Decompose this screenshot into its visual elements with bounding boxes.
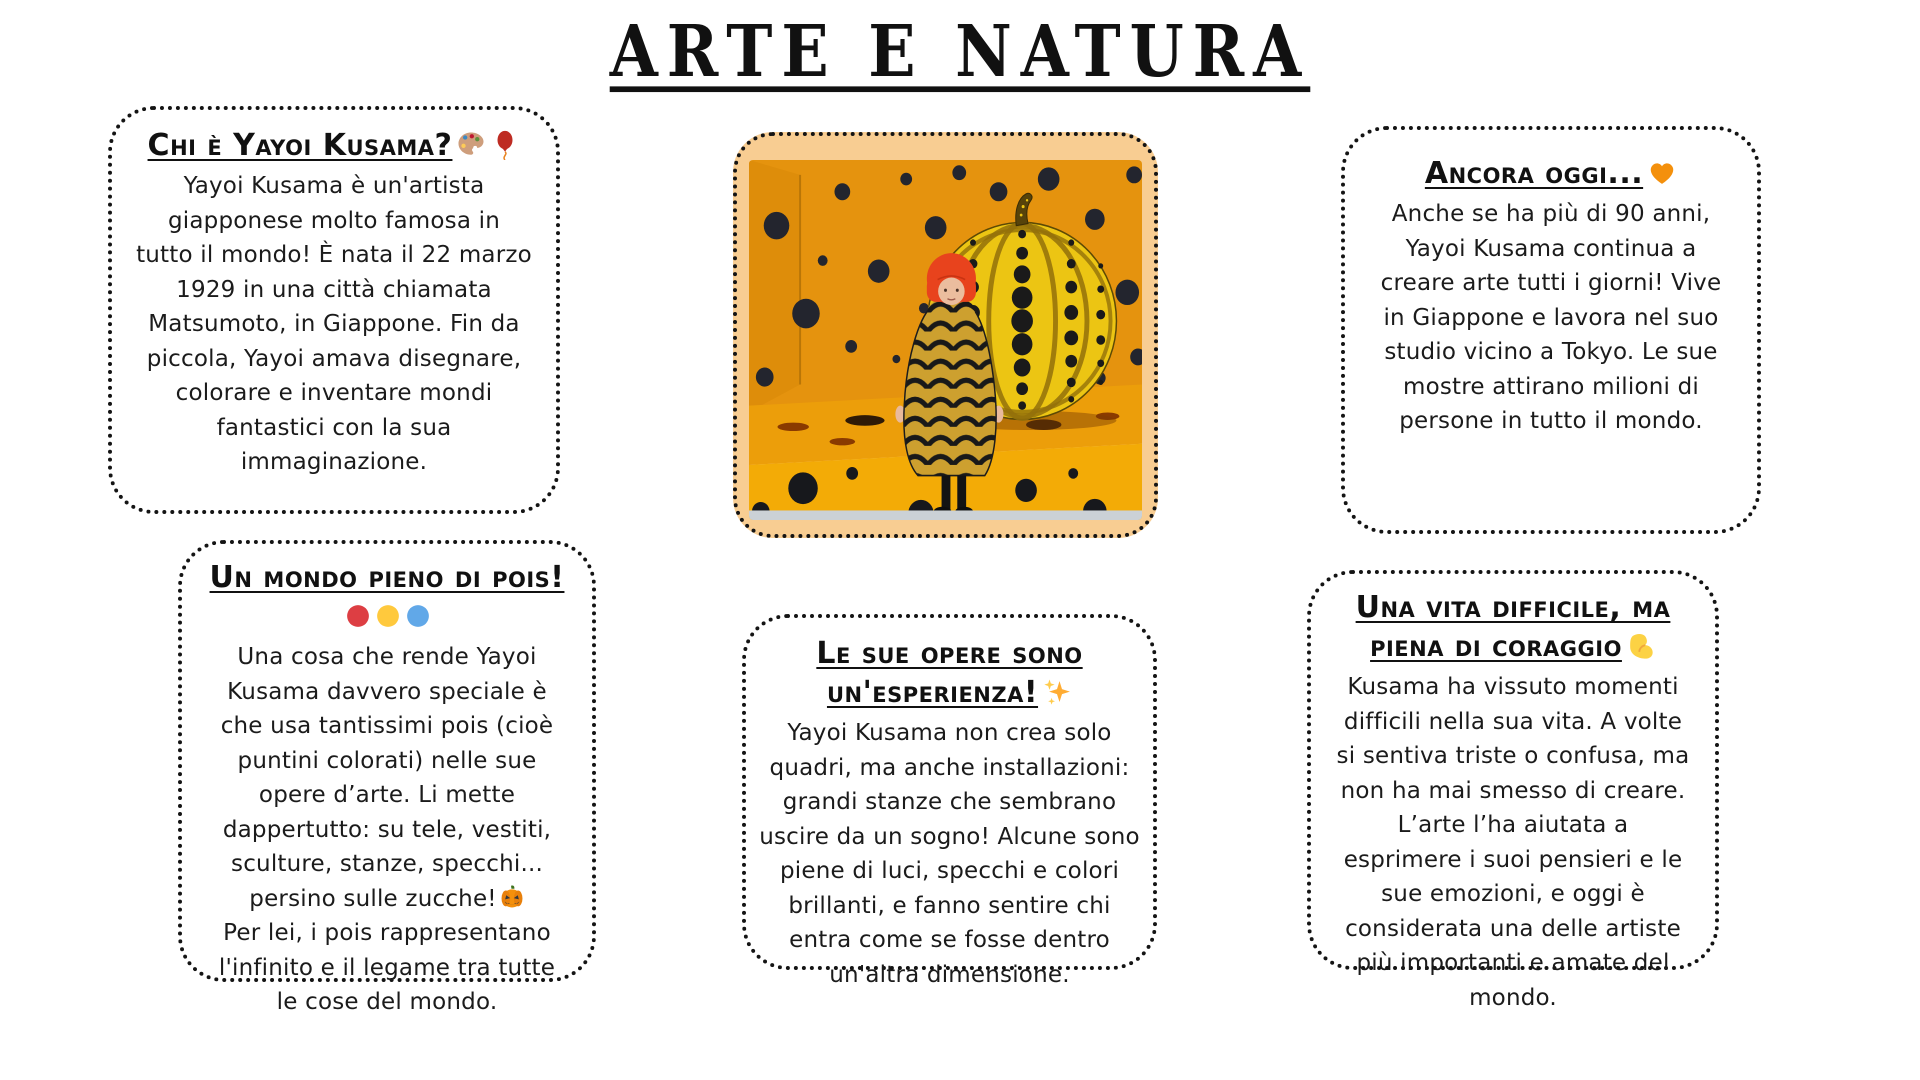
card-heading-text: Chi è Yayoi Kusama?	[147, 128, 453, 163]
sparkles-icon	[1042, 677, 1072, 707]
orange-heart-icon	[1647, 158, 1677, 188]
card-body-text	[206, 640, 568, 1020]
jack-o-lantern-icon	[499, 884, 525, 910]
card-mondo-pieno-di-pois	[178, 540, 596, 1015]
blue-circle-icon	[404, 602, 432, 630]
card-body-text: Yayoi Kusama è un'artista giapponese molto famosa in tutto il mondo! È nata il 22 marzo 1929 in una città chiamata Matsumoto, in Giappone. Fin da piccola, Yayoi amava disegnare, colorare e inventare mondi fantastici con la sua immaginazione.	[136, 173, 532, 475]
card-body-part-1: Una cosa che rende Yayoi Kusama davvero speciale è che usa tantissimi pois (cioè puntini colorati) nelle sue opere d’arte. Li mette dappertutto: su tele, vestiti, sculture, stanze, specchi... persino sulle zucche!	[220, 644, 554, 912]
red-circle-icon	[344, 602, 372, 630]
card-heading	[136, 126, 532, 165]
card-body-text: Kusama ha vissuto momenti difficili nella sua vita. A volte si sentiva triste o confusa, ma non ha mai smesso di creare. L’arte l’ha aiutata a esprimere i suoi pensieri e le sue emozioni, e oggi è considerata una delle artiste più importanti e amate del mondo.	[1336, 674, 1690, 1011]
card-heading	[758, 634, 1141, 712]
card-heading	[1369, 154, 1733, 193]
kusama-pumpkin-illustration	[749, 160, 1142, 520]
card-heading-text: Ancora oggi...	[1424, 156, 1644, 191]
card-body-text: Yayoi Kusama non crea solo quadri, ma anche installazioni: grandi stanze che sembrano uscire da un sogno! Alcune sono piene di luci, specchi e colori brillanti, e fanno sentire chi entra come se fosse dentro un'altra dimensione.	[759, 720, 1140, 988]
card-chi-e-yayoi-kusama	[108, 106, 560, 514]
kusama-photo-frame	[733, 132, 1158, 538]
card-heading-text: Le sue opere sono un'esperienza!	[816, 636, 1083, 710]
card-heading-text: Un mondo pieno di pois!	[209, 560, 565, 595]
yellow-circle-icon	[374, 602, 402, 630]
palette-icon	[456, 130, 486, 160]
card-ancora-oggi	[1341, 126, 1761, 534]
card-body-text: Anche se ha più di 90 anni, Yayoi Kusama continua a creare arte tutti i giorni! Vive in Giappone e lavora nel suo studio vicino a Tokyo. Le sue mostre attirano milioni di persone in tutto il mondo.	[1380, 201, 1722, 434]
card-heading-text: Una vita difficile, ma piena di coraggio	[1355, 590, 1671, 664]
page-title: ARTE E NATURA	[609, 10, 1311, 94]
balloon-icon	[490, 130, 520, 160]
flexed-biceps-icon	[1626, 631, 1656, 661]
kusama-photo	[749, 160, 1142, 520]
card-heading	[1335, 588, 1691, 666]
card-body-part-2: Per lei, i pois rappresentano l'infinito e il legame tra tutte le cose del mondo.	[218, 920, 556, 1015]
card-vita-coraggio	[1307, 570, 1719, 1011]
card-opere-esperienza	[742, 614, 1157, 988]
card-heading	[206, 558, 568, 636]
